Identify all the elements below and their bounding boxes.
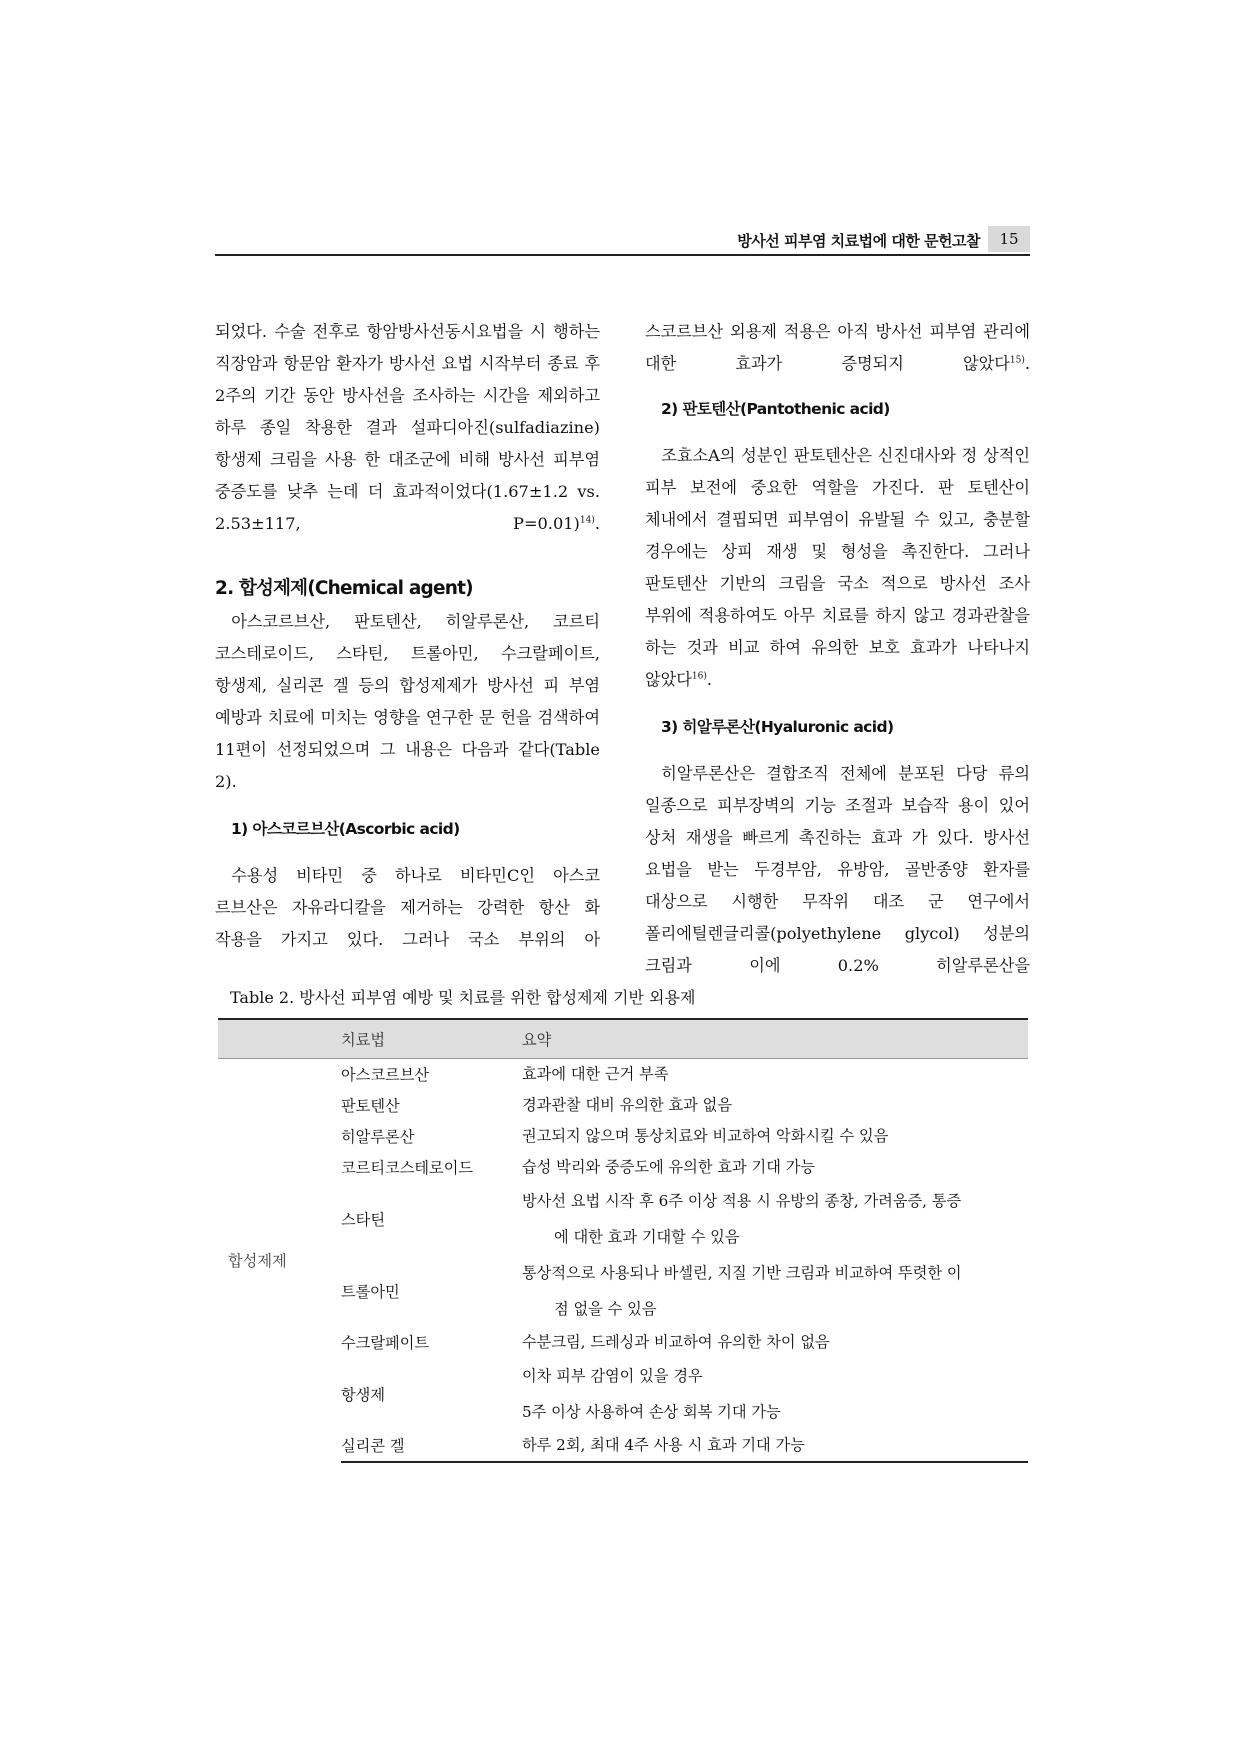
right-column <box>645 316 1030 982</box>
treatment-summary <box>522 1152 1028 1183</box>
text-line: 상적인 피부 보전에 중요한 역할을 가진다. 판 <box>645 446 1030 497</box>
treatment-summary <box>522 1327 1028 1358</box>
treatment-name: 판토텐산 <box>341 1097 400 1115</box>
text-line: 수용성 비타민 중 하나로 비타민C인 아스코 <box>231 866 600 885</box>
text-line: 골반종양 환자를 대상으로 시행한 무작위 대조 <box>645 860 1031 911</box>
column-header: 치료법 <box>341 1019 522 1059</box>
treatment-name: 항생제 <box>341 1385 386 1404</box>
text-line: 시작부터 종료 후 2주의 기간 동안 방사선을 <box>215 354 600 405</box>
citation-ref: 16) <box>691 671 707 682</box>
subsection-heading: 3) 히알루론산(Hyaluronic acid) <box>661 718 894 736</box>
text-line: 결과 설파디아진(sulfadiazine) 항생제 크림을 사용 <box>215 418 600 469</box>
text-line: 촉진한다. 그러나 판토텐산 기반의 크림을 국소 <box>645 542 1030 593</box>
text-line: 치료를 하지 않고 경과관찰을 하는 것과 비교 <box>645 606 1030 657</box>
text-line: 부염 예방과 치료에 미치는 영향을 연구한 문 <box>215 676 600 727</box>
subsection-heading: 1) 아스코르브산(Ascorbic acid) <box>231 820 460 838</box>
summary-line: 수분크림, 드레싱과 비교하여 유의한 차이 없음 <box>521 1333 830 1351</box>
paragraph <box>215 860 600 956</box>
text-line: 히알루론산은 결합조직 전체에 분포된 다당 <box>661 764 988 783</box>
paragraph: 조효소A의 성분인 판토텐산은 신진대사와 정 상적인 피부 보전에 중요한 역할을 가진다. 판 토텐산이 체내에서 결핍되면 피부염이 유발될 수 있고, 충분할 경우에는 상피 재생 및 형성을 촉진한다. 그러나 판토텐산 기반의 크림을 국소 적으로 방사선 조사 부위에 적용하여도 아무 치료를 하지 않고 경과관찰을 하는 것과 비교 하여 유의한 보호 효과가 나타나지 않았다$^{16)}$. <box>645 446 1030 689</box>
text-line: 항생제, 실리콘 겔 등의 합성제제가 방사선 피 <box>215 676 560 695</box>
text-line: 군 연구에서 폴리에틸렌글리콜(polyethylene <box>645 892 1030 943</box>
text-line: 한 대조군에 비해 방사선 피부염 중증도를 낮추 <box>215 450 600 501</box>
subsection-heading: 2) 판토텐산(Pantothenic acid) <box>661 400 890 418</box>
treatment-summary <box>522 1121 1028 1152</box>
table-header-row <box>218 1019 1028 1059</box>
category-cell: 합성제제 <box>228 1252 287 1270</box>
running-title: 방사선 피부염 치료법에 대한 문헌고찰 <box>737 232 980 250</box>
treatment-summary <box>522 1358 1028 1430</box>
treatment-name: 코르티코스테로이드 <box>341 1159 474 1177</box>
summary-line: 5주 이상 사용하여 손상 회복 기대 가능 <box>521 1403 781 1421</box>
paragraph: 되었다. 수술 전후로 항암방사선동시요법을 시 행하는 직장암과 항문암 환자가 방사선 요법 시작부터 종료 후 2주의 기간 동안 방사선을 조사하는 시간을 제외하고 하루 종일 착용한 결과 설파디아진(sulfadiazine) 항생제 크림을 사용 한 대조군에 비해 방사선 피부염 중증도를 낮추 는데 더 효과적이었다(1.67±1.2 vs. 2.53±117, P=0.01)$^{14)}$. <box>215 322 600 533</box>
treatment-summary <box>522 1183 1028 1255</box>
treatment-name: 아스코르브산 <box>341 1066 430 1084</box>
summary-line: 통상적으로 사용되나 바셀린, 지질 기반 크림과 비교하여 뚜렷한 이 <box>521 1264 962 1282</box>
page-number: 15 <box>988 226 1030 252</box>
summary-line: 점 없을 수 있음 <box>553 1300 657 1318</box>
paragraph: 스코르브산 외용제 적용은 아직 방사선 피부염 관리에 대한 효과가 증명되지 않았다$^{15)}$. <box>645 322 1030 373</box>
text-line: 코스테로이드, 스타틴, 트롤아민, 수크랄페이트, <box>215 644 600 663</box>
paragraph <box>645 758 1030 982</box>
summary-line: 이차 피부 감염이 있을 경우 <box>521 1367 703 1385</box>
table-row <box>218 1059 1028 1091</box>
summary-line: 습성 박리와 중증도에 유의한 효과 기대 가능 <box>521 1158 816 1176</box>
summary-line: 에 대한 효과 기대할 수 있음 <box>553 1228 740 1246</box>
summary-line: 권고되지 않으며 통상치료와 비교하여 악화시킬 수 있음 <box>521 1127 889 1145</box>
text-line: 적으로 방사선 조사 부위에 적용하여도 아무 <box>645 574 1030 625</box>
text-line: 화 작용을 가지고 있다. 그러나 국소 부위의 아 <box>215 898 600 949</box>
treatment-name: 스타틴 <box>341 1210 386 1229</box>
text-line: 르브산은 자유라디칼을 제거하는 강력한 항산 <box>215 898 570 917</box>
treatment-name: 트롤아민 <box>341 1282 400 1301</box>
left-column <box>215 316 600 956</box>
text-line: 수 있고, 충분할 경우에는 상피 재생 및 형성을 <box>645 510 1030 561</box>
text-line: 조사하는 시간을 제외하고 하루 종일 착용한 <box>215 386 600 437</box>
running-header <box>215 226 1030 256</box>
summary-line: 효과에 대한 근거 부족 <box>521 1065 669 1083</box>
text-line: 용이 있어 상처 재생을 빠르게 촉진하는 효과 <box>645 796 1030 847</box>
text-line: 류의 일종으로 피부장벽의 기능 조절과 보습작 <box>645 764 1030 815</box>
text-line: 토텐산이 체내에서 결핍되면 피부염이 유발될 <box>645 478 1030 529</box>
paragraph: 아스코르브산, 판토텐산, 히알루론산, 코르티 코스테로이드, 스타틴, 트롤아민, 수크랄페이트, 항생제, 실리콘 겔 등의 합성제제가 방사선 피 부염 예방과 치료에 미치는 영향을 연구한 문 헌을 검색하여 11편이 선정되었으며 그 내용은 다음과 같다(Table 2). <box>215 612 601 791</box>
text-line: 헌을 검색하여 11편이 선정되었으며 그 내용은 <box>215 708 601 759</box>
table-2 <box>218 1018 1028 1463</box>
text-line: 는데 더 효과적이었다(1.67±1.2 vs. 2.53±117, <box>215 482 600 533</box>
summary-line: 방사선 요법 시작 후 6주 이상 적용 시 유방의 종창, 가려움증, 통증 <box>521 1192 962 1210</box>
column-header <box>218 1019 341 1059</box>
text-line: glycol) 성분의 크림과 이에 0.2% 히알루론산을 <box>645 924 1030 975</box>
citation-ref: 15) <box>1009 355 1025 366</box>
treatment-summary <box>522 1090 1028 1121</box>
citation-ref: 14) <box>579 515 595 526</box>
summary-line: 하루 2회, 최대 4주 사용 시 효과 기대 가능 <box>521 1436 805 1454</box>
text-line: 되었다. 수술 전후로 항암방사선동시요법을 시 <box>215 322 546 341</box>
text-line: 행하는 직장암과 항문암 환자가 방사선 요법 <box>215 322 600 373</box>
text-line: 가 있다. 방사선 요법을 받는 두경부암, 유방암, <box>645 828 1030 879</box>
summary-line: 경과관찰 대비 유의한 효과 없음 <box>521 1096 733 1114</box>
section-heading: 2. 합성제제(Chemical agent) <box>215 578 473 599</box>
text-line: 스코르브산 외용제 적용은 아직 방사선 피부염 <box>645 322 977 341</box>
text-line: 조효소A의 성분인 판토텐산은 신진대사와 정 <box>661 446 978 465</box>
text-line: 아스코르브산, 판토텐산, 히알루론산, 코르티 <box>231 612 600 631</box>
treatment-summary <box>522 1430 1028 1462</box>
treatment-summary <box>522 1255 1028 1327</box>
treatment-name: 히알루론산 <box>341 1128 415 1146</box>
treatment-name: 수크랄페이트 <box>341 1334 430 1352</box>
table-caption: Table 2. 방사선 피부염 예방 및 치료를 위한 합성제제 기반 외용제 <box>230 988 696 1007</box>
column-header: 요약 <box>522 1019 1028 1059</box>
treatment-name: 실리콘 겔 <box>341 1430 522 1462</box>
treatment-summary <box>522 1059 1028 1091</box>
